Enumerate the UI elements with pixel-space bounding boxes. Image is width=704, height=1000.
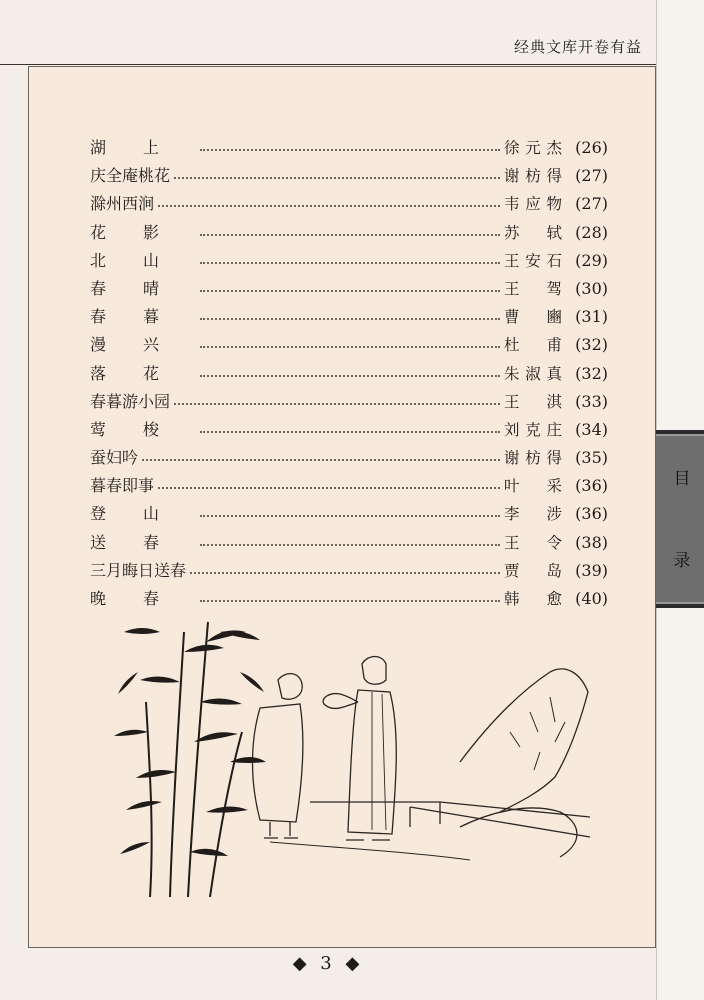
leader-dots (200, 544, 500, 546)
page-reference: (27) (575, 166, 608, 186)
ink-illustration (110, 612, 610, 897)
leader-dots (200, 346, 500, 348)
toc-entry[interactable] (90, 360, 608, 388)
leader-dots (200, 375, 500, 377)
page-reference: (27) (575, 194, 608, 214)
poet-name: 贾岛 (504, 561, 562, 580)
toc-entry[interactable] (90, 134, 608, 162)
poet-name: 王驾 (504, 279, 562, 298)
leader-dots (200, 262, 500, 264)
poet-name: 谢枋得 (504, 449, 562, 468)
toc-entry[interactable] (90, 444, 608, 472)
page-reference: (32) (575, 363, 608, 383)
toc-entry[interactable] (90, 190, 608, 218)
poet-name: 苏轼 (504, 223, 562, 242)
poem-title: 落花 (90, 363, 197, 383)
poet-name: 朱淑真 (504, 364, 562, 383)
page-reference: (39) (575, 560, 608, 580)
poem-title: 庆全庵桃花 (90, 166, 171, 186)
contents-side-tab[interactable] (656, 430, 704, 608)
poet-name: 杜甫 (504, 336, 562, 355)
leader-dots (142, 459, 500, 461)
page-reference: (36) (575, 476, 608, 496)
poem-title: 暮春即事 (90, 476, 155, 496)
page-number: ◆ 3 ◆ (292, 953, 364, 974)
page-reference: (36) (575, 504, 608, 524)
poem-title: 莺梭 (90, 419, 197, 439)
poet-name: 韩愈 (504, 590, 562, 608)
poem-title: 蚕妇吟 (90, 448, 139, 468)
page-reference: (40) (575, 589, 608, 608)
poem-title: 漫兴 (90, 335, 197, 355)
toc-entry[interactable] (90, 247, 608, 275)
poet-name: 王淇 (504, 392, 562, 411)
leader-dots (174, 403, 500, 405)
page-reference: (38) (575, 532, 608, 552)
toc-entry[interactable] (90, 331, 608, 359)
page-reference: (26) (575, 138, 608, 157)
page-reference: (29) (575, 250, 608, 270)
side-tab-char-2: 录 (673, 551, 691, 571)
toc-entry[interactable] (90, 162, 608, 190)
poem-title: 春暮游小园 (90, 391, 171, 411)
toc-entry[interactable] (90, 219, 608, 247)
leader-dots (190, 572, 500, 574)
leader-dots (200, 290, 500, 292)
poem-title: 春暮 (90, 307, 197, 327)
poem-title: 花影 (90, 222, 197, 242)
page-reference: (32) (575, 335, 608, 355)
poem-title: 登山 (90, 504, 197, 524)
toc-entry[interactable] (90, 472, 608, 500)
leader-dots (200, 431, 500, 433)
poet-name: 谢枋得 (504, 167, 562, 186)
poet-name: 王安石 (504, 251, 562, 270)
page-reference: (28) (575, 222, 608, 242)
leader-dots (200, 515, 500, 517)
toc-entry[interactable] (90, 557, 608, 585)
leader-dots (174, 177, 500, 179)
table-of-contents (90, 134, 608, 613)
poem-title: 湖上 (90, 138, 197, 157)
poet-name: 叶采 (504, 477, 562, 496)
leader-dots (158, 205, 500, 207)
poem-title: 送春 (90, 532, 197, 552)
toc-entry[interactable] (90, 303, 608, 331)
leader-dots (200, 234, 500, 236)
side-tab-char-1: 目 (673, 469, 691, 489)
page-reference: (30) (575, 278, 608, 298)
poet-name: 曹豳 (504, 308, 562, 327)
toc-entry[interactable] (90, 416, 608, 444)
poet-name: 李涉 (504, 505, 562, 524)
leader-dots (200, 318, 500, 320)
toc-entry[interactable] (90, 275, 608, 303)
toc-entry[interactable] (90, 500, 608, 528)
page-reference: (35) (575, 448, 608, 468)
page-reference: (33) (575, 391, 608, 411)
poet-name: 王令 (504, 533, 562, 552)
poet-name: 刘克庄 (504, 420, 562, 439)
poet-name: 韦应物 (504, 195, 562, 214)
leader-dots (158, 487, 500, 489)
toc-entry[interactable] (90, 529, 608, 557)
toc-entry[interactable] (90, 585, 608, 613)
poet-name: 徐元杰 (504, 139, 562, 157)
poem-title: 晚春 (90, 589, 197, 608)
leader-dots (200, 600, 500, 602)
poem-title: 三月晦日送春 (90, 560, 187, 580)
page-reference: (34) (575, 419, 608, 439)
page-reference: (31) (575, 307, 608, 327)
book-series-title: 经典文库开卷有益 (513, 38, 642, 56)
running-header (0, 0, 656, 65)
leader-dots (200, 149, 500, 151)
toc-entry[interactable] (90, 388, 608, 416)
poem-title: 北山 (90, 250, 197, 270)
poem-title: 滁州西涧 (90, 194, 155, 214)
poem-title: 春晴 (90, 278, 197, 298)
